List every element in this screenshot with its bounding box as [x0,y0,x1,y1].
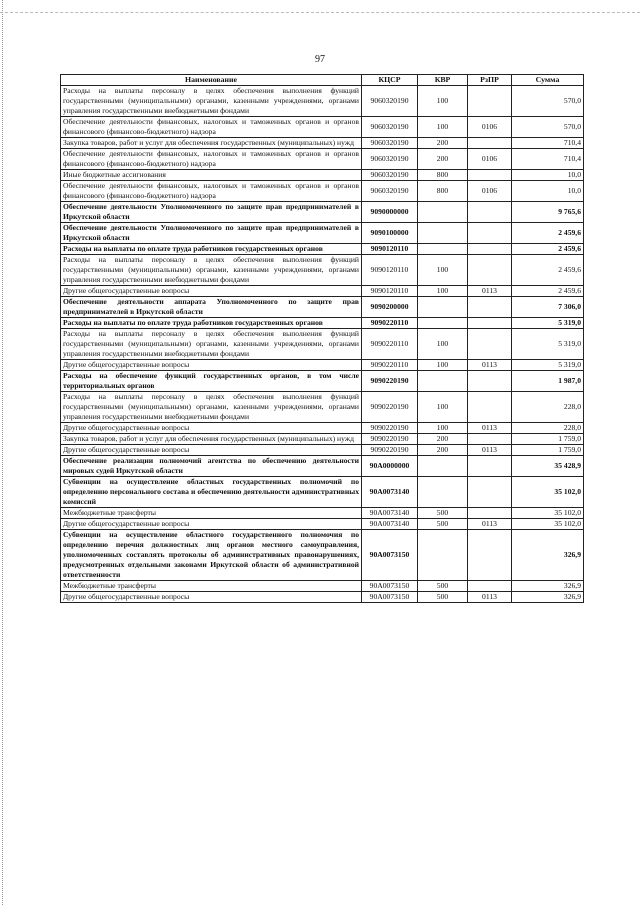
row-kcsr: 9060320190 [362,138,418,149]
row-kvr [418,297,468,318]
row-rzpr [468,392,512,423]
row-rzpr [468,530,512,581]
row-sum: 7 306,0 [512,297,584,318]
row-rzpr: 0113 [468,360,512,371]
row-kvr: 800 [418,170,468,181]
row-name: Другие общегосударственные вопросы [61,592,362,603]
row-kcsr: 9090100000 [362,223,418,244]
row-kvr: 500 [418,508,468,519]
row-sum: 9 765,6 [512,202,584,223]
row-name: Закупка товаров, работ и услуг для обеспечения государственных (муниципальных) нужд [61,138,362,149]
row-name: Другие общегосударственные вопросы [61,360,362,371]
row-kvr [418,371,468,392]
table-row [61,519,584,530]
table-row [61,297,584,318]
row-kcsr: 90А0073140 [362,519,418,530]
row-kcsr: 90А0000000 [362,456,418,477]
table-body [61,86,584,603]
row-kcsr: 9090220190 [362,445,418,456]
row-name: Расходы на выплаты персоналу в целях обеспечения выполнения функций государственными (муниципальными) органами, казенными учреждениями, органами управления государственными внебюджетными фондами [61,255,362,286]
table-row [61,445,584,456]
row-rzpr [468,255,512,286]
row-sum: 35 102,0 [512,477,584,508]
table-row [61,170,584,181]
row-sum: 35 102,0 [512,508,584,519]
row-sum: 5 319,0 [512,329,584,360]
table-row [61,149,584,170]
row-sum: 35 428,9 [512,456,584,477]
table-row [61,117,584,138]
column-header-rzpr: РзПР [468,75,512,86]
row-rzpr [468,371,512,392]
table-row [61,477,584,508]
row-kcsr: 90А0073140 [362,477,418,508]
row-sum: 570,0 [512,117,584,138]
table-row [61,181,584,202]
row-kvr [418,530,468,581]
row-sum: 228,0 [512,423,584,434]
row-rzpr: 0113 [468,519,512,530]
row-name: Межбюджетные трансферты [61,508,362,519]
row-rzpr: 0113 [468,592,512,603]
row-kvr: 800 [418,181,468,202]
row-kvr: 100 [418,255,468,286]
row-kcsr: 9060320190 [362,86,418,117]
row-sum: 2 459,6 [512,223,584,244]
table-row [61,423,584,434]
row-kcsr: 9090220110 [362,318,418,329]
column-header-kcsr: КЦСР [362,75,418,86]
row-kcsr: 90А0073150 [362,581,418,592]
row-kvr [418,477,468,508]
row-kcsr: 9090220190 [362,423,418,434]
table-row [61,318,584,329]
row-rzpr: 0106 [468,149,512,170]
row-kvr: 200 [418,149,468,170]
row-name: Обеспечение деятельности финансовых, налоговых и таможенных органов и органов финансового (финансово-бюджетного) надзора [61,149,362,170]
row-kvr: 200 [418,445,468,456]
table-row [61,244,584,255]
row-kcsr: 9060320190 [362,181,418,202]
row-kcsr: 9060320190 [362,149,418,170]
table-row [61,329,584,360]
table-row [61,255,584,286]
row-kcsr: 9090000000 [362,202,418,223]
row-rzpr: 0106 [468,117,512,138]
table-row [61,530,584,581]
row-rzpr [468,508,512,519]
row-sum: 326,9 [512,581,584,592]
table-row [61,286,584,297]
row-name: Обеспечение деятельности Уполномоченного по защите прав предпринимателей в Иркутской области [61,202,362,223]
row-rzpr [468,170,512,181]
row-name: Обеспечение деятельности финансовых, налоговых и таможенных органов и органов финансового (финансово-бюджетного) надзора [61,181,362,202]
row-name: Расходы на выплаты персоналу в целях обеспечения выполнения функций государственными (муниципальными) органами, казенными учреждениями, органами управления государственными внебюджетными фондами [61,86,362,117]
row-sum: 1 759,0 [512,445,584,456]
table-row [61,581,584,592]
row-rzpr [468,297,512,318]
row-name: Субвенции на осуществление областных государственных полномочий по определению персонального состава и обеспечению деятельности административных комиссий [61,477,362,508]
row-kvr: 100 [418,423,468,434]
row-kvr [418,223,468,244]
row-rzpr [468,138,512,149]
scan-edge-left [2,0,4,905]
row-name: Расходы на выплаты по оплате труда работников государственных органов [61,318,362,329]
row-kcsr: 9090220190 [362,434,418,445]
row-name: Обеспечение деятельности финансовых, налоговых и таможенных органов и органов финансового (финансово-бюджетного) надзора [61,117,362,138]
table-row [61,592,584,603]
row-kvr: 500 [418,581,468,592]
row-kcsr: 9090220190 [362,371,418,392]
table-row [61,223,584,244]
row-rzpr: 0106 [468,181,512,202]
row-kvr: 100 [418,360,468,371]
row-name: Обеспечение реализации полномочий агентства по обеспечению деятельности мировых судей Иркутской области [61,456,362,477]
row-name: Субвенции на осуществление областного государственного полномочия по определению перечня должностных лиц органов местного самоуправления, уполномоченных составлять протоколы об административных правонарушениях, предусмотренных отдельными законами Иркутской области об административной ответственности [61,530,362,581]
row-kvr [418,202,468,223]
row-kcsr: 9090220110 [362,329,418,360]
row-rzpr [468,318,512,329]
row-sum: 2 459,6 [512,286,584,297]
row-kvr: 100 [418,117,468,138]
row-kvr: 100 [418,329,468,360]
row-kcsr: 9060320190 [362,170,418,181]
row-sum: 35 102,0 [512,519,584,530]
row-kvr: 100 [418,286,468,297]
row-sum: 228,0 [512,392,584,423]
row-kvr: 200 [418,434,468,445]
table-row [61,360,584,371]
row-name: Расходы на обеспечение функций государственных органов, в том числе территориальных органов [61,371,362,392]
row-name: Другие общегосударственные вопросы [61,519,362,530]
row-kvr [418,456,468,477]
column-header-sum: Сумма [512,75,584,86]
row-kcsr: 9090220110 [362,360,418,371]
row-rzpr [468,86,512,117]
row-name: Закупка товаров, работ и услуг для обеспечения государственных (муниципальных) нужд [61,434,362,445]
row-sum: 326,9 [512,592,584,603]
row-name: Иные бюджетные ассигнования [61,170,362,181]
table-row [61,202,584,223]
row-kvr: 100 [418,392,468,423]
column-header-name: Наименование [61,75,362,86]
row-kvr: 500 [418,519,468,530]
row-kcsr: 9090220190 [362,392,418,423]
row-name: Другие общегосударственные вопросы [61,423,362,434]
row-kcsr: 9090120110 [362,286,418,297]
row-sum: 5 319,0 [512,360,584,371]
row-name: Расходы на выплаты по оплате труда работников государственных органов [61,244,362,255]
row-sum: 5 319,0 [512,318,584,329]
row-name: Межбюджетные трансферты [61,581,362,592]
row-rzpr [468,202,512,223]
row-sum: 326,9 [512,530,584,581]
row-rzpr [468,434,512,445]
row-rzpr: 0113 [468,423,512,434]
row-sum: 2 459,6 [512,244,584,255]
column-header-kvr: КВР [418,75,468,86]
row-kcsr: 90А0073150 [362,592,418,603]
row-sum: 1 759,0 [512,434,584,445]
row-sum: 10,0 [512,181,584,202]
row-sum: 1 987,0 [512,371,584,392]
row-kcsr: 90А0073150 [362,530,418,581]
table-row [61,392,584,423]
row-kcsr: 90А0073140 [362,508,418,519]
row-rzpr [468,244,512,255]
row-kvr: 100 [418,86,468,117]
page-number: 97 [315,54,325,65]
row-name: Другие общегосударственные вопросы [61,445,362,456]
row-rzpr: 0113 [468,445,512,456]
row-rzpr [468,581,512,592]
row-name: Расходы на выплаты персоналу в целях обеспечения выполнения функций государственными (муниципальными) органами, казенными учреждениями, органами управления государственными внебюджетными фондами [61,392,362,423]
row-name: Расходы на выплаты персоналу в целях обеспечения выполнения функций государственными (муниципальными) органами, казенными учреждениями, органами управления государственными внебюджетными фондами [61,329,362,360]
row-rzpr [468,477,512,508]
row-rzpr [468,329,512,360]
row-sum: 710,4 [512,138,584,149]
table-row [61,456,584,477]
row-kcsr: 9090120110 [362,255,418,286]
row-rzpr: 0113 [468,286,512,297]
row-name: Другие общегосударственные вопросы [61,286,362,297]
table-row [61,138,584,149]
row-sum: 570,0 [512,86,584,117]
row-sum: 710,4 [512,149,584,170]
row-kvr [418,318,468,329]
row-name: Обеспечение деятельности аппарата Уполномоченного по защите прав предпринимателей в Иркутской области [61,297,362,318]
row-sum: 2 459,6 [512,255,584,286]
row-rzpr [468,223,512,244]
row-sum: 10,0 [512,170,584,181]
row-kvr: 200 [418,138,468,149]
row-name: Обеспечение деятельности Уполномоченного по защите прав предпринимателей в Иркутской области [61,223,362,244]
row-kvr [418,244,468,255]
budget-table [60,74,584,603]
scan-edge-top [0,12,640,14]
table-row [61,508,584,519]
row-kcsr: 9090120110 [362,244,418,255]
row-rzpr [468,456,512,477]
row-kcsr: 9090200000 [362,297,418,318]
table-row [61,371,584,392]
row-kcsr: 9060320190 [362,117,418,138]
table-header-row [61,75,584,86]
table-row [61,86,584,117]
table-row [61,434,584,445]
row-kvr: 500 [418,592,468,603]
